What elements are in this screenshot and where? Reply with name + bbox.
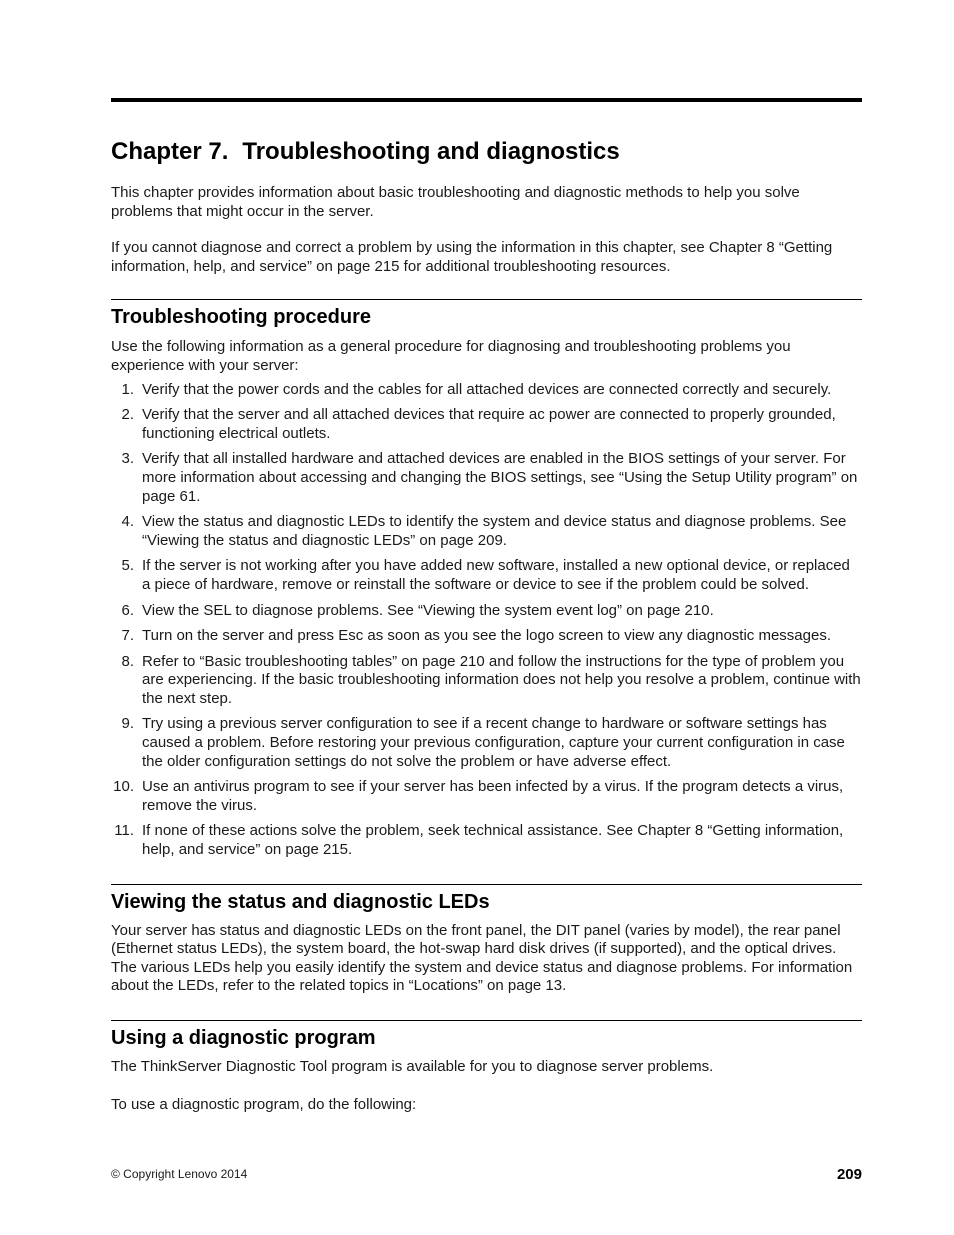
list-item: 3. Verify that all installed hardware and attached devices are enabled in the BIOS settings of your server. For more information about accessing and changing the BIOS settings, see “Using the Setup Utility program” on page 61. bbox=[121, 450, 858, 505]
list-item: 2. Verify that the server and all attached devices that require ac power are connected to properly grounded, functioning electrical outlets. bbox=[121, 406, 836, 442]
diagnostic-text-2: To use a diagnostic program, do the following: bbox=[111, 1095, 417, 1113]
list-item: 10. Use an antivirus program to see if your server has been infected by a virus. If the program detects a virus, remove the virus. bbox=[113, 778, 844, 814]
procedure-lead: Use the following information as a general procedure for diagnosing and troubleshooting problems you experience with your server: bbox=[111, 338, 791, 374]
diagnostic-text-1: The ThinkServer Diagnostic Tool program is available for you to diagnose server problems. bbox=[111, 1058, 714, 1075]
list-item: 11. If none of these actions solve the problem, seek technical assistance. See Chapter 8 “Getting information, help, and service” on page 215. bbox=[114, 822, 844, 859]
list-item: 1. Verify that the power cords and the cables for all attached devices are connected correctly and securely. bbox=[121, 380, 832, 398]
copyright: © Copyright Lenovo 2014 bbox=[111, 1167, 248, 1181]
list-item: 9. Try using a previous server configuration to see if a recent change to hardware or software settings has caused a problem. Before restoring your previous configuration, capture your current configuration in case the older configuration settings do not solve the problem or have adverse effect. bbox=[121, 715, 845, 770]
chapter-title bbox=[111, 137, 862, 167]
chapter-number: Chapter 7. bbox=[111, 138, 229, 165]
procedure-steps bbox=[111, 381, 862, 860]
section-title-leds: Viewing the status and diagnostic LEDs bbox=[111, 890, 490, 913]
chapter-rule bbox=[111, 98, 862, 102]
list-item: 4. View the status and diagnostic LEDs to identify the system and device status and diagnose problems. See “Viewing the status and diagnostic LEDs” on page 209. bbox=[121, 513, 847, 549]
chapter-title-text: Troubleshooting and diagnostics bbox=[242, 138, 620, 165]
section-rule bbox=[111, 299, 862, 300]
leds-text: Your server has status and diagnostic LEDs on the front panel, the DIT panel (varies by model), the rear panel (Ethernet status LEDs), the system board, the hot-swap hard disk drives (if supported), and the optical drives. The various LEDs help you easily identify the system and device status and diagnose problems. For information about the LEDs, refer to the related topics in “Locations” on page 13. bbox=[111, 921, 853, 995]
section-rule bbox=[111, 1020, 862, 1021]
list-item: 7. Turn on the server and press Esc as soon as you see the logo screen to view any diagnostic messages. bbox=[121, 627, 831, 645]
section-title-procedure: Troubleshooting procedure bbox=[111, 306, 372, 329]
list-item: 5. If the server is not working after you have added new software, installed a new optional device, or replaced a piece of hardware, remove or reinstall the software or device to see if the problem could be solved. bbox=[121, 557, 850, 593]
page-content bbox=[111, 98, 862, 1114]
chapter-intro-2: If you cannot diagnose and correct a problem by using the information in this chapter, see Chapter 8 “Getting information, help, and service” on page 215 for additional troubleshooting resources. bbox=[111, 239, 833, 275]
page-number: 209 bbox=[836, 1166, 862, 1183]
chapter-intro-1: This chapter provides information about basic troubleshooting and diagnostic methods to help you solve problems that might occur in the server. bbox=[111, 184, 800, 220]
section-rule bbox=[111, 884, 862, 885]
list-item: 6. View the SEL to diagnose problems. See “Viewing the system event log” on page 210. bbox=[121, 601, 714, 619]
section-title-diagnostic: Using a diagnostic program bbox=[111, 1027, 376, 1049]
list-item: 8. Refer to “Basic troubleshooting tables” on page 210 and follow the instructions for the type of problem you are experiencing. If the basic troubleshooting information does not help you resolve a problem, continue with the next step. bbox=[121, 652, 861, 707]
